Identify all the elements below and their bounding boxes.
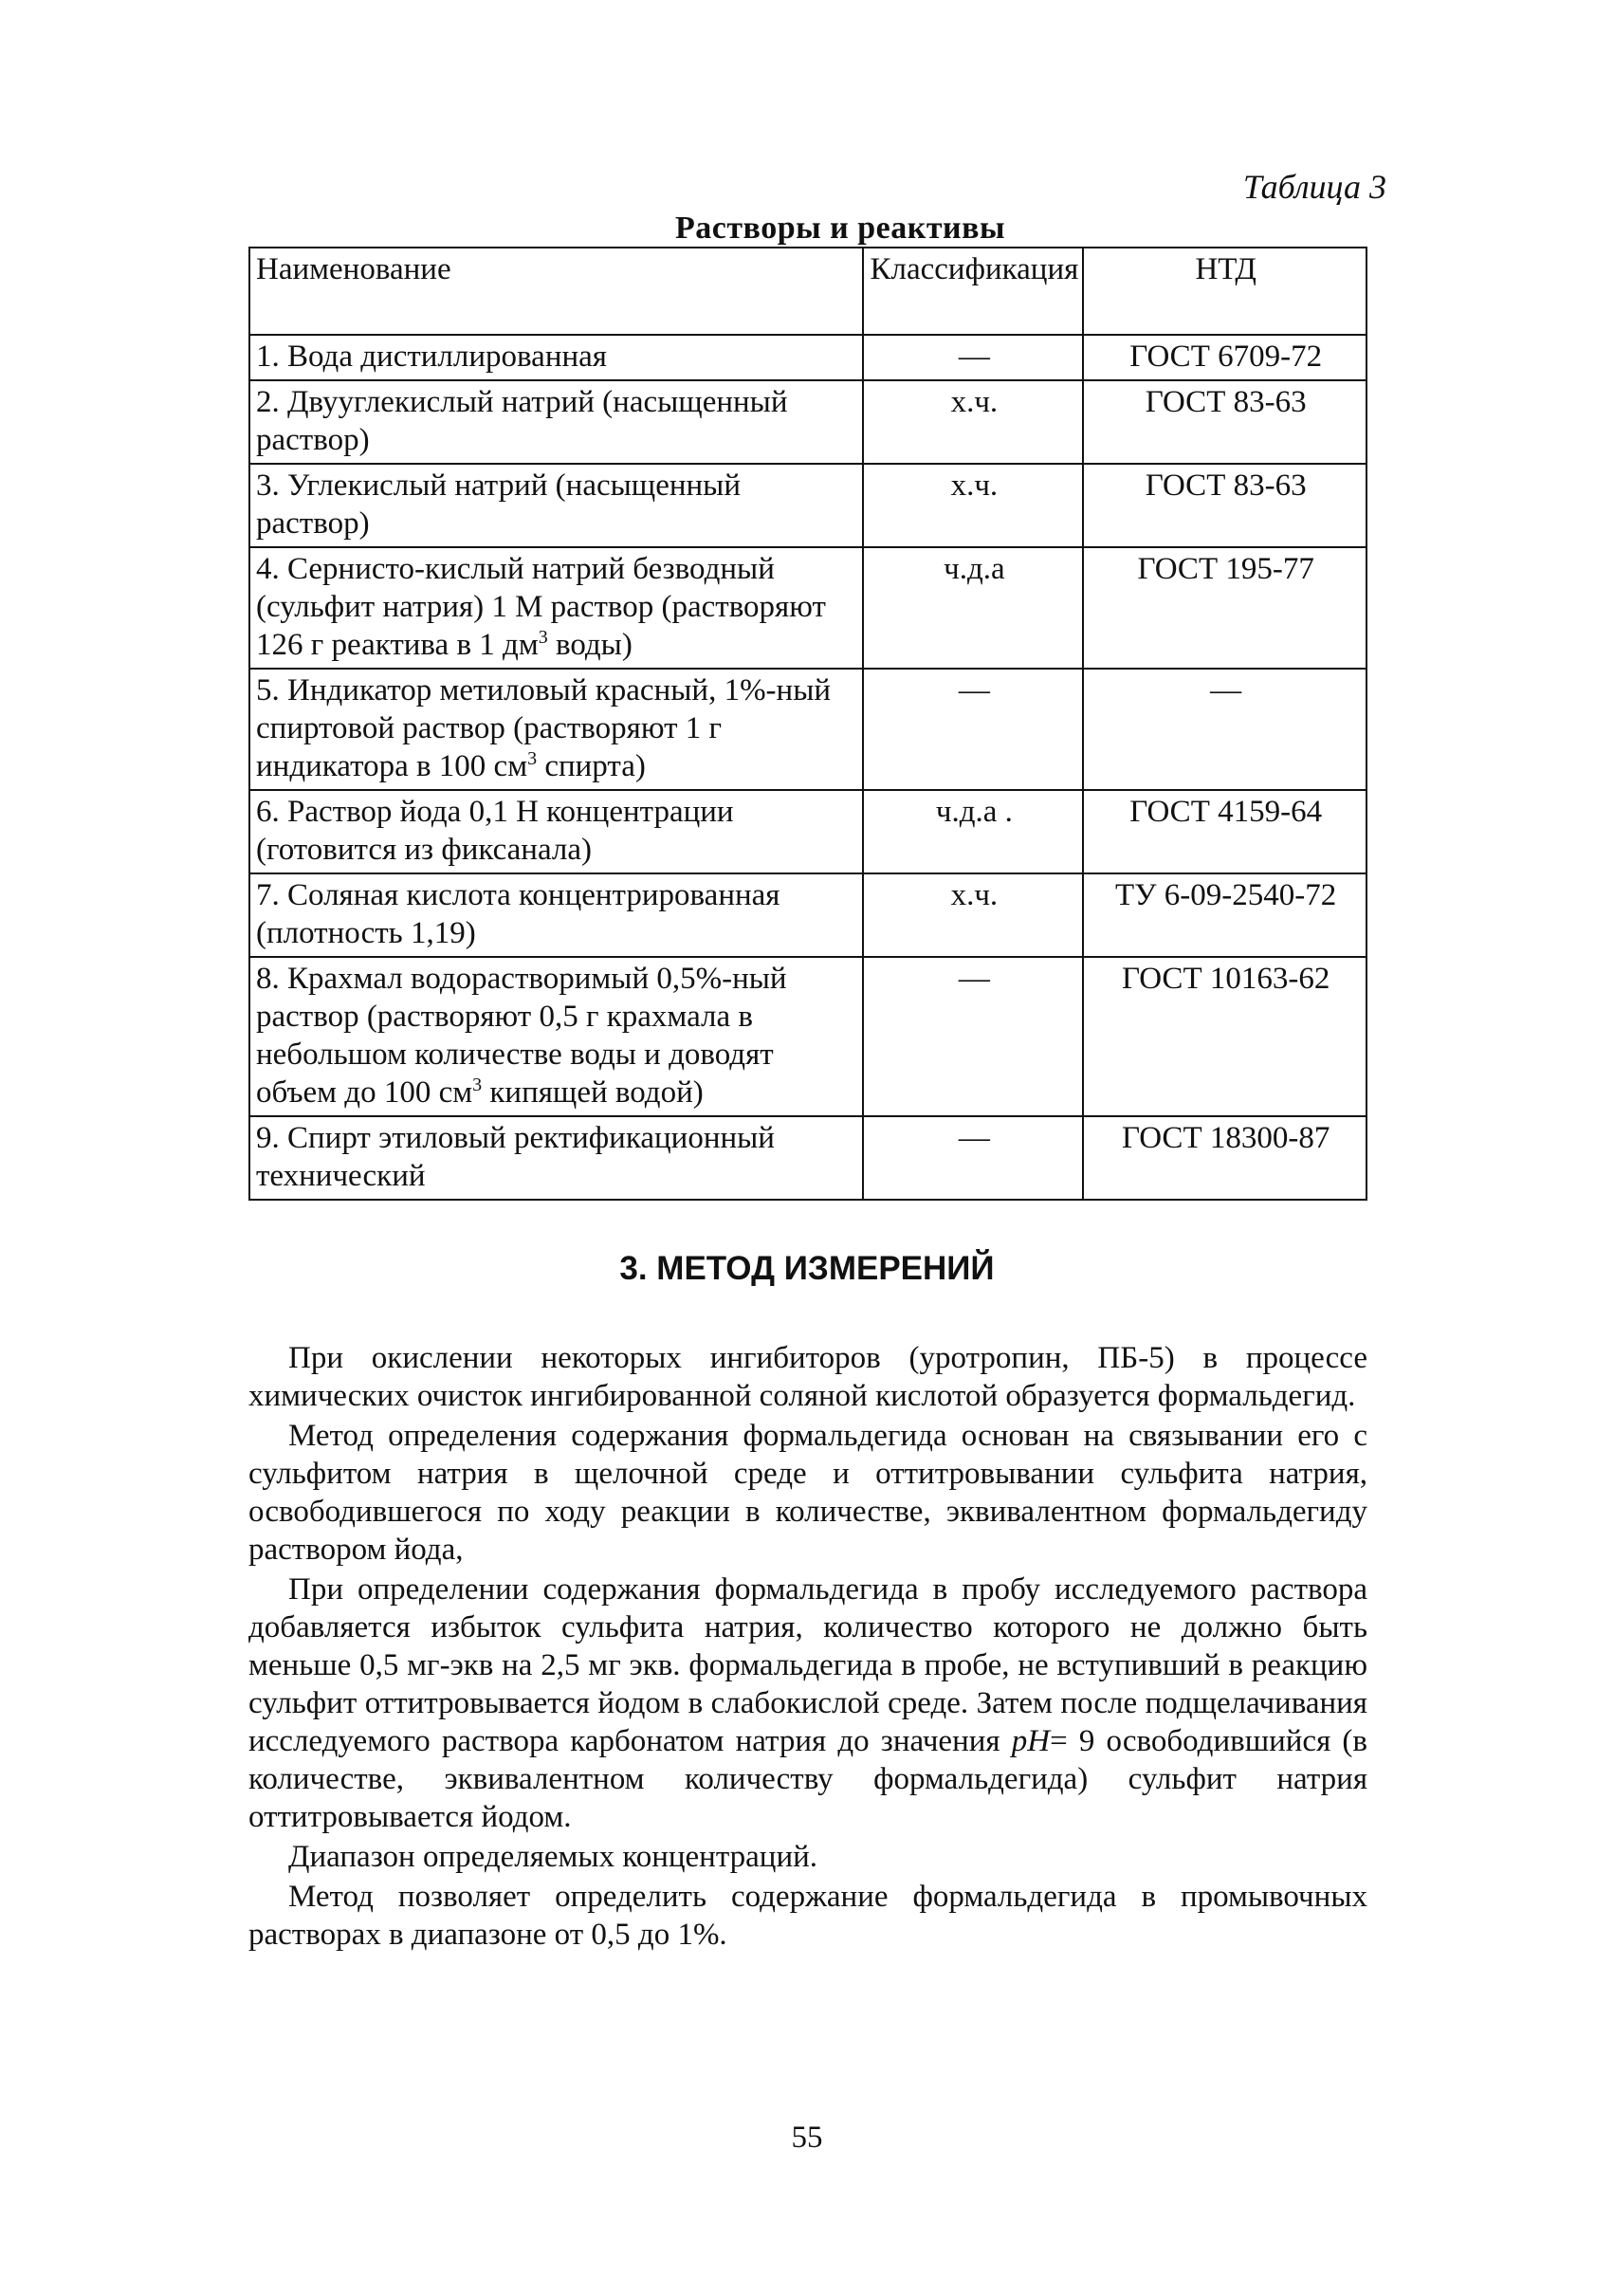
row-ntd: ГОСТ 83-63 — [1083, 380, 1366, 464]
paragraph — [248, 1570, 1367, 1836]
section-body — [248, 1339, 1367, 1956]
row-classification: — — [863, 335, 1083, 380]
superscript: 3 — [538, 627, 548, 648]
header-name: Наименование — [249, 248, 863, 335]
page-number: 55 — [791, 2121, 823, 2155]
table-row — [249, 957, 1366, 1116]
row-name — [249, 957, 863, 1116]
table-row — [249, 464, 1366, 547]
paragraph: При окислении некоторых ингибиторов (уротропин, ПБ-5) в процессе химических очисток ингибированной соляной кислотой образуется формальдегид. — [248, 1341, 1367, 1413]
row-name — [249, 547, 863, 669]
header-classification: Классификация — [863, 248, 1083, 335]
table-row — [249, 1116, 1366, 1200]
row-name: 3. Углекислый натрий (насыщенный раствор) — [249, 464, 863, 547]
paragraph-text: При определении содержания формальдегида в пробу исследуемого раствора добавляется избыток сульфита натрия, количество которого не должно быть меньше 0,5 мг-экв на 2,5 мг экв. формальдегида в пробе, не вступивший в реакцию сульфит оттитровывается йодом в слабокислой среде. Затем после подщелачивания исследуемого раствора карбонатом натрия до значения — [248, 1572, 1367, 1758]
row-name: 2. Двууглекислый натрий (насыщенный раствор) — [249, 380, 863, 464]
row-ntd: ТУ 6-09-2540-72 — [1083, 873, 1366, 957]
table-row — [249, 790, 1366, 873]
row-name: 9. Спирт этиловый ректификационный технический — [249, 1116, 863, 1200]
paragraph: Диапазон определяемых концентраций. — [288, 1840, 818, 1874]
row-classification: ч.д.а . — [863, 790, 1083, 873]
section-heading: 3. МЕТОД ИЗМЕРЕНИЙ — [619, 1250, 995, 1287]
table-title: Растворы и реактивы — [675, 211, 1006, 246]
row-name-text: 5. Индикатор метиловый красный, 1%-ный спиртовой раствор (растворяют 1 г индикатора в 100 см — [256, 673, 832, 783]
row-name: 6. Раствор йода 0,1 Н концентрации (готовится из фиксанала) — [249, 790, 863, 873]
paragraph: Метод определения содержания формальдегида основан на связывании его с сульфитом натрия в щелочной среде и оттитровывании сульфита натрия, освободившегося по ходу реакции в количестве, эквивалентном формальдегиду раствором йода, — [248, 1419, 1367, 1567]
row-classification: ч.д.а — [863, 547, 1083, 669]
table-row — [249, 380, 1366, 464]
row-classification: — — [863, 957, 1083, 1116]
paragraph: Метод позволяет определить содержание формальдегида в промывочных растворах в диапазоне от 0,5 до 1%. — [248, 1880, 1367, 1952]
row-classification: — — [863, 1116, 1083, 1200]
header-ntd: НТД — [1083, 248, 1366, 335]
row-classification: — — [863, 669, 1083, 790]
table-row — [249, 669, 1366, 790]
row-classification: х.ч. — [863, 873, 1083, 957]
table-row — [249, 547, 1366, 669]
row-name-text-end: кипящей водой) — [482, 1075, 704, 1110]
row-ntd: ГОСТ 195-77 — [1083, 547, 1366, 669]
superscript: 3 — [527, 748, 538, 769]
row-name-text-end: воды) — [547, 628, 633, 662]
row-ntd: ГОСТ 4159-64 — [1083, 790, 1366, 873]
row-classification: х.ч. — [863, 464, 1083, 547]
table-row — [249, 873, 1366, 957]
ph-symbol: pH — [1011, 1724, 1051, 1758]
table-number-label: Таблица 3 — [1242, 168, 1386, 206]
row-name-text: 8. Крахмал водорастворимый 0,5%-ный раствор (растворяют 0,5 г крахмала в небольшом количестве воды и доводят объем до 100 см — [256, 962, 787, 1110]
row-ntd: ГОСТ 18300-87 — [1083, 1116, 1366, 1200]
row-ntd: ГОСТ 6709-72 — [1083, 335, 1366, 380]
row-classification: х.ч. — [863, 380, 1083, 464]
row-name-text: 4. Сернисто-кислый натрий безводный (сульфит натрия) 1 М раствор (растворяют 126 г реактива в 1 дм — [256, 552, 826, 662]
row-ntd: ГОСТ 10163-62 — [1083, 957, 1366, 1116]
row-name — [249, 669, 863, 790]
row-ntd: — — [1083, 669, 1366, 790]
row-name: 7. Соляная кислота концентрированная (плотность 1,19) — [249, 873, 863, 957]
row-name-text-end: спирта) — [537, 749, 646, 783]
superscript: 3 — [472, 1075, 483, 1095]
row-name: 1. Вода дистиллированная — [249, 335, 863, 380]
reagents-table — [248, 247, 1367, 1201]
row-ntd: ГОСТ 83-63 — [1083, 464, 1366, 547]
table-row — [249, 335, 1366, 380]
paragraph-text-end: = 9 освободившийся (в количестве, эквивалентном количеству формальдегида) сульфит натрия оттитровывается йодом. — [248, 1724, 1367, 1834]
table-header-row — [249, 248, 1366, 335]
